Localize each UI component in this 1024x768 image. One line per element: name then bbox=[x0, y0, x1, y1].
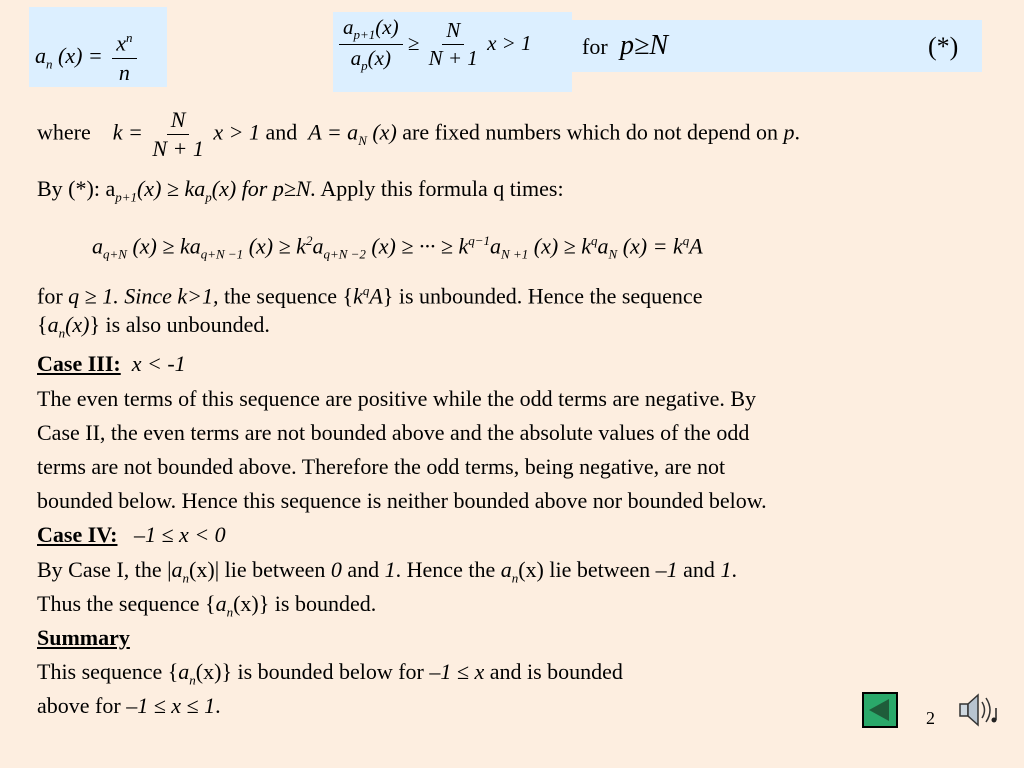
case-iii-heading: Case III: x < -1 bbox=[37, 351, 186, 376]
case-iv-text-1: By Case I, the $|a_n(x)|$ lie between 0 and 1. Hence the $a_n(x)$ lie between –1 and 1. bbox=[37, 557, 737, 586]
case-iv-text-2: Thus the sequence $\{a_n(x)\}$ is bounded. bbox=[37, 591, 377, 620]
formula-an: $a_n$ (x) = $\frac{x^n}{n}$ bbox=[35, 31, 137, 85]
speaker-icon[interactable] bbox=[956, 690, 1000, 730]
case-iv-heading: Case IV: –1 ≤ x < 0 bbox=[37, 522, 226, 547]
formula-box-ratio bbox=[333, 12, 572, 92]
case-iii-text-4: bounded below. Hence this sequence is neither bounded above nor bounded below. bbox=[37, 488, 767, 513]
formula-box-an bbox=[29, 7, 167, 87]
summary-text-2: above for –1 ≤ x ≤ 1. bbox=[37, 693, 221, 718]
summary-heading: Summary bbox=[37, 625, 130, 650]
for-q-line: for q ≥ 1. Since k>1, the sequence $\{k^qA\}$ is unbounded. Hence the sequence bbox=[37, 283, 703, 309]
back-arrow-icon[interactable] bbox=[862, 692, 898, 728]
case-iii-text-2: Case II, the even terms are not bounded above and the absolute values of the odd bbox=[37, 420, 750, 445]
equation-tag: (*) bbox=[928, 32, 959, 61]
for-label: for bbox=[582, 34, 608, 59]
formula-box-condition bbox=[572, 20, 982, 72]
by-star-line: By (*): $a_{p+1}(x) \ge ka_p(x)$ for p≥N. Apply this formula q times: bbox=[37, 176, 564, 205]
also-unbounded-line: $\{a_n(x)\}$ is also unbounded. bbox=[37, 312, 270, 341]
formula-ratio: $\frac{a_{p+1}(x)}{a_p(x)}$ ≥ $\frac{N}{N + 1}$ x > 1 bbox=[339, 16, 532, 74]
case-iii-text-1: The even terms of this sequence are positive while the odd terms are negative. By bbox=[37, 386, 757, 411]
inequality-chain: $a_{q+N}$ $(x) \ge ka_{q+N -1}$ $(x) \ge k^2a_{q+N -2}$ (x) ≥ ··· ≥ $k^{q-1}a_{N +1}$ $(x) \ge k^qa_N$ $(x) = k^qA$ bbox=[92, 233, 703, 262]
case-iii-text-3: terms are not bounded above. Therefore the odd terms, being negative, are not bbox=[37, 454, 726, 479]
page-number: 2 bbox=[926, 708, 935, 728]
condition-p-geq-n: p≥N bbox=[620, 30, 669, 61]
summary-text-1: This sequence $\{a_n(x)\}$ is bounded below for –1 ≤ x and is bounded bbox=[37, 659, 623, 688]
where-line: where k = $\frac{N}{N + 1}$ x > 1 and $A = a_N$ (x) are fixed numbers which do not depend on p. bbox=[37, 107, 801, 162]
